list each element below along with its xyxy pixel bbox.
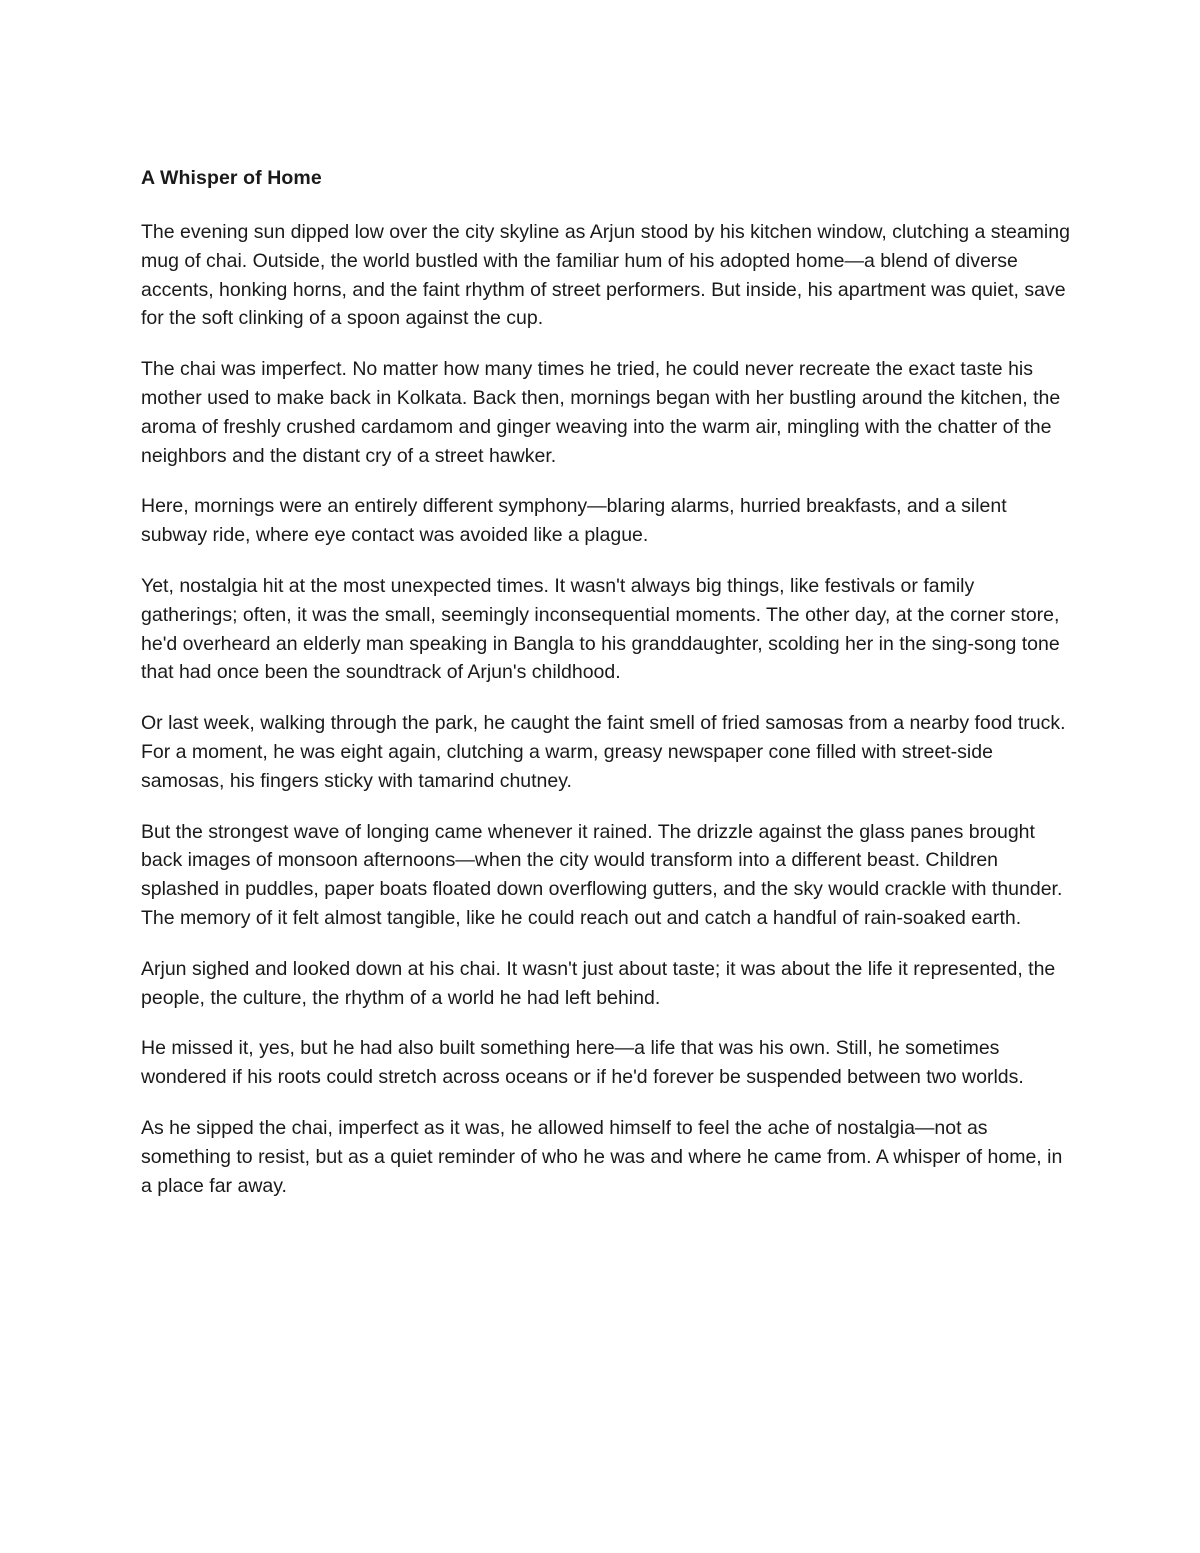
paragraph: Or last week, walking through the park, he caught the faint smell of fried samosas from a nearby food truck. For a moment, he was eight again, clutching a warm, greasy newspaper cone filled with street-side samosas, his fingers sticky with tamarind chutney. <box>141 712 1066 792</box>
paragraph: As he sipped the chai, imperfect as it was, he allowed himself to feel the ache of nostalgia—not as something to resist, but as a quiet reminder of who he was and where he came from. A whisper of home, in a place far away. <box>141 1116 1063 1197</box>
paragraph: The evening sun dipped low over the city skyline as Arjun stood by his kitchen window, clutching a steaming mug of chai. Outside, the world bustled with the familiar hum of his adopted home—a blend of diverse accents, honking horns, and the faint rhythm of street performers. But inside, his apartment was quiet, save for the soft clinking of a spoon against the cup. <box>141 221 1070 330</box>
document-page <box>141 164 1071 1222</box>
paragraph: Here, mornings were an entirely different symphony—blaring alarms, hurried breakfasts, and a silent subway ride, where eye contact was avoided like a plague. <box>141 495 1007 547</box>
paragraph: But the strongest wave of longing came whenever it rained. The drizzle against the glass panes brought back images of monsoon afternoons—when the city would transform into a different beast. Children splashed in puddles, paper boats floated down overflowing gutters, and the sky would crackle with thunder. The memory of it felt almost tangible, like he could reach out and catch a handful of rain-soaked earth. <box>141 820 1063 929</box>
paragraph: Arjun sighed and looked down at his chai. It wasn't just about taste; it was about the life it represented, the people, the culture, the rhythm of a world he had left behind. <box>141 957 1056 1009</box>
paragraph: He missed it, yes, but he had also built something here—a life that was his own. Still, he sometimes wondered if his roots could stretch across oceans or if he'd forever be suspended between two worlds. <box>141 1037 1024 1089</box>
paragraph: The chai was imperfect. No matter how many times he tried, he could never recreate the exact taste his mother used to make back in Kolkata. Back then, mornings began with her bustling around the kitchen, the aroma of freshly crushed cardamom and ginger weaving into the warm air, mingling with the chatter of the neighbors and the distant cry of a street hawker. <box>141 358 1061 467</box>
document-title: A Whisper of Home <box>141 167 322 189</box>
paragraph: Yet, nostalgia hit at the most unexpected times. It wasn't always big things, like festivals or family gatherings; often, it was the small, seemingly inconsequential moments. The other day, at the corner store, he'd overheard an elderly man speaking in Bangla to his granddaughter, scolding her in the sing-song tone that had once been the soundtrack of Arjun's childhood. <box>141 574 1060 684</box>
